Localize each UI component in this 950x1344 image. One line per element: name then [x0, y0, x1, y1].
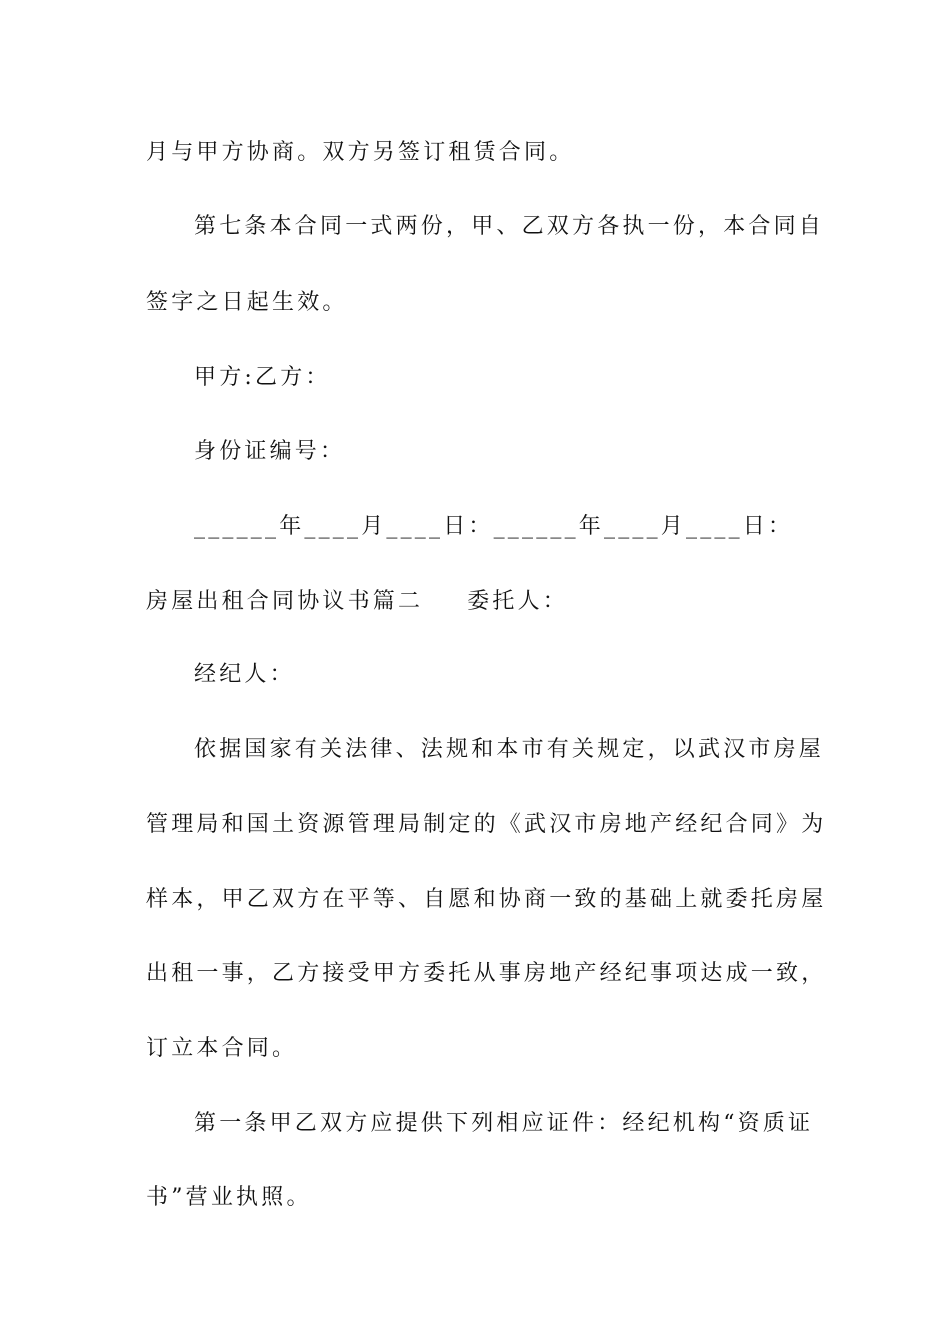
- paragraph-line: 管理局和国土资源管理局制定的《武汉市房地产经纪合同》为: [146, 812, 827, 837]
- article-one-line: 第一条甲乙双方应提供下列相应证件：经纪机构“资质证: [194, 1111, 814, 1136]
- party-signature-line: 甲方:乙方：: [194, 365, 331, 390]
- client-label: 委托人：: [467, 589, 569, 614]
- paragraph-line: 样本，甲乙双方在平等、自愿和协商一致的基础上就委托房屋: [146, 887, 827, 912]
- agent-label: 经纪人：: [194, 662, 295, 687]
- id-number-line: 身份证编号：: [194, 439, 346, 464]
- date-line: ______年____月____日：______年____月____日：: [194, 514, 794, 539]
- paragraph-line: 签字之日起生效。: [146, 290, 348, 315]
- section-title: 房屋出租合同协议书篇二: [146, 589, 424, 614]
- preamble-line: 依据国家有关法律、法规和本市有关规定，以武汉市房屋: [194, 737, 825, 762]
- article-seven-line: 第七条本合同一式两份，甲、乙双方各执一份，本合同自: [194, 214, 825, 239]
- paragraph-line: 书”营业执照。: [146, 1185, 312, 1210]
- paragraph-line: 出租一事，乙方接受甲方委托从事房地产经纪事项达成一致，: [146, 961, 827, 986]
- paragraph-line: 订立本合同。: [146, 1036, 298, 1061]
- paragraph-line: 月与甲方协商。双方另签订租赁合同。: [146, 140, 575, 165]
- section-title-line: [146, 587, 568, 617]
